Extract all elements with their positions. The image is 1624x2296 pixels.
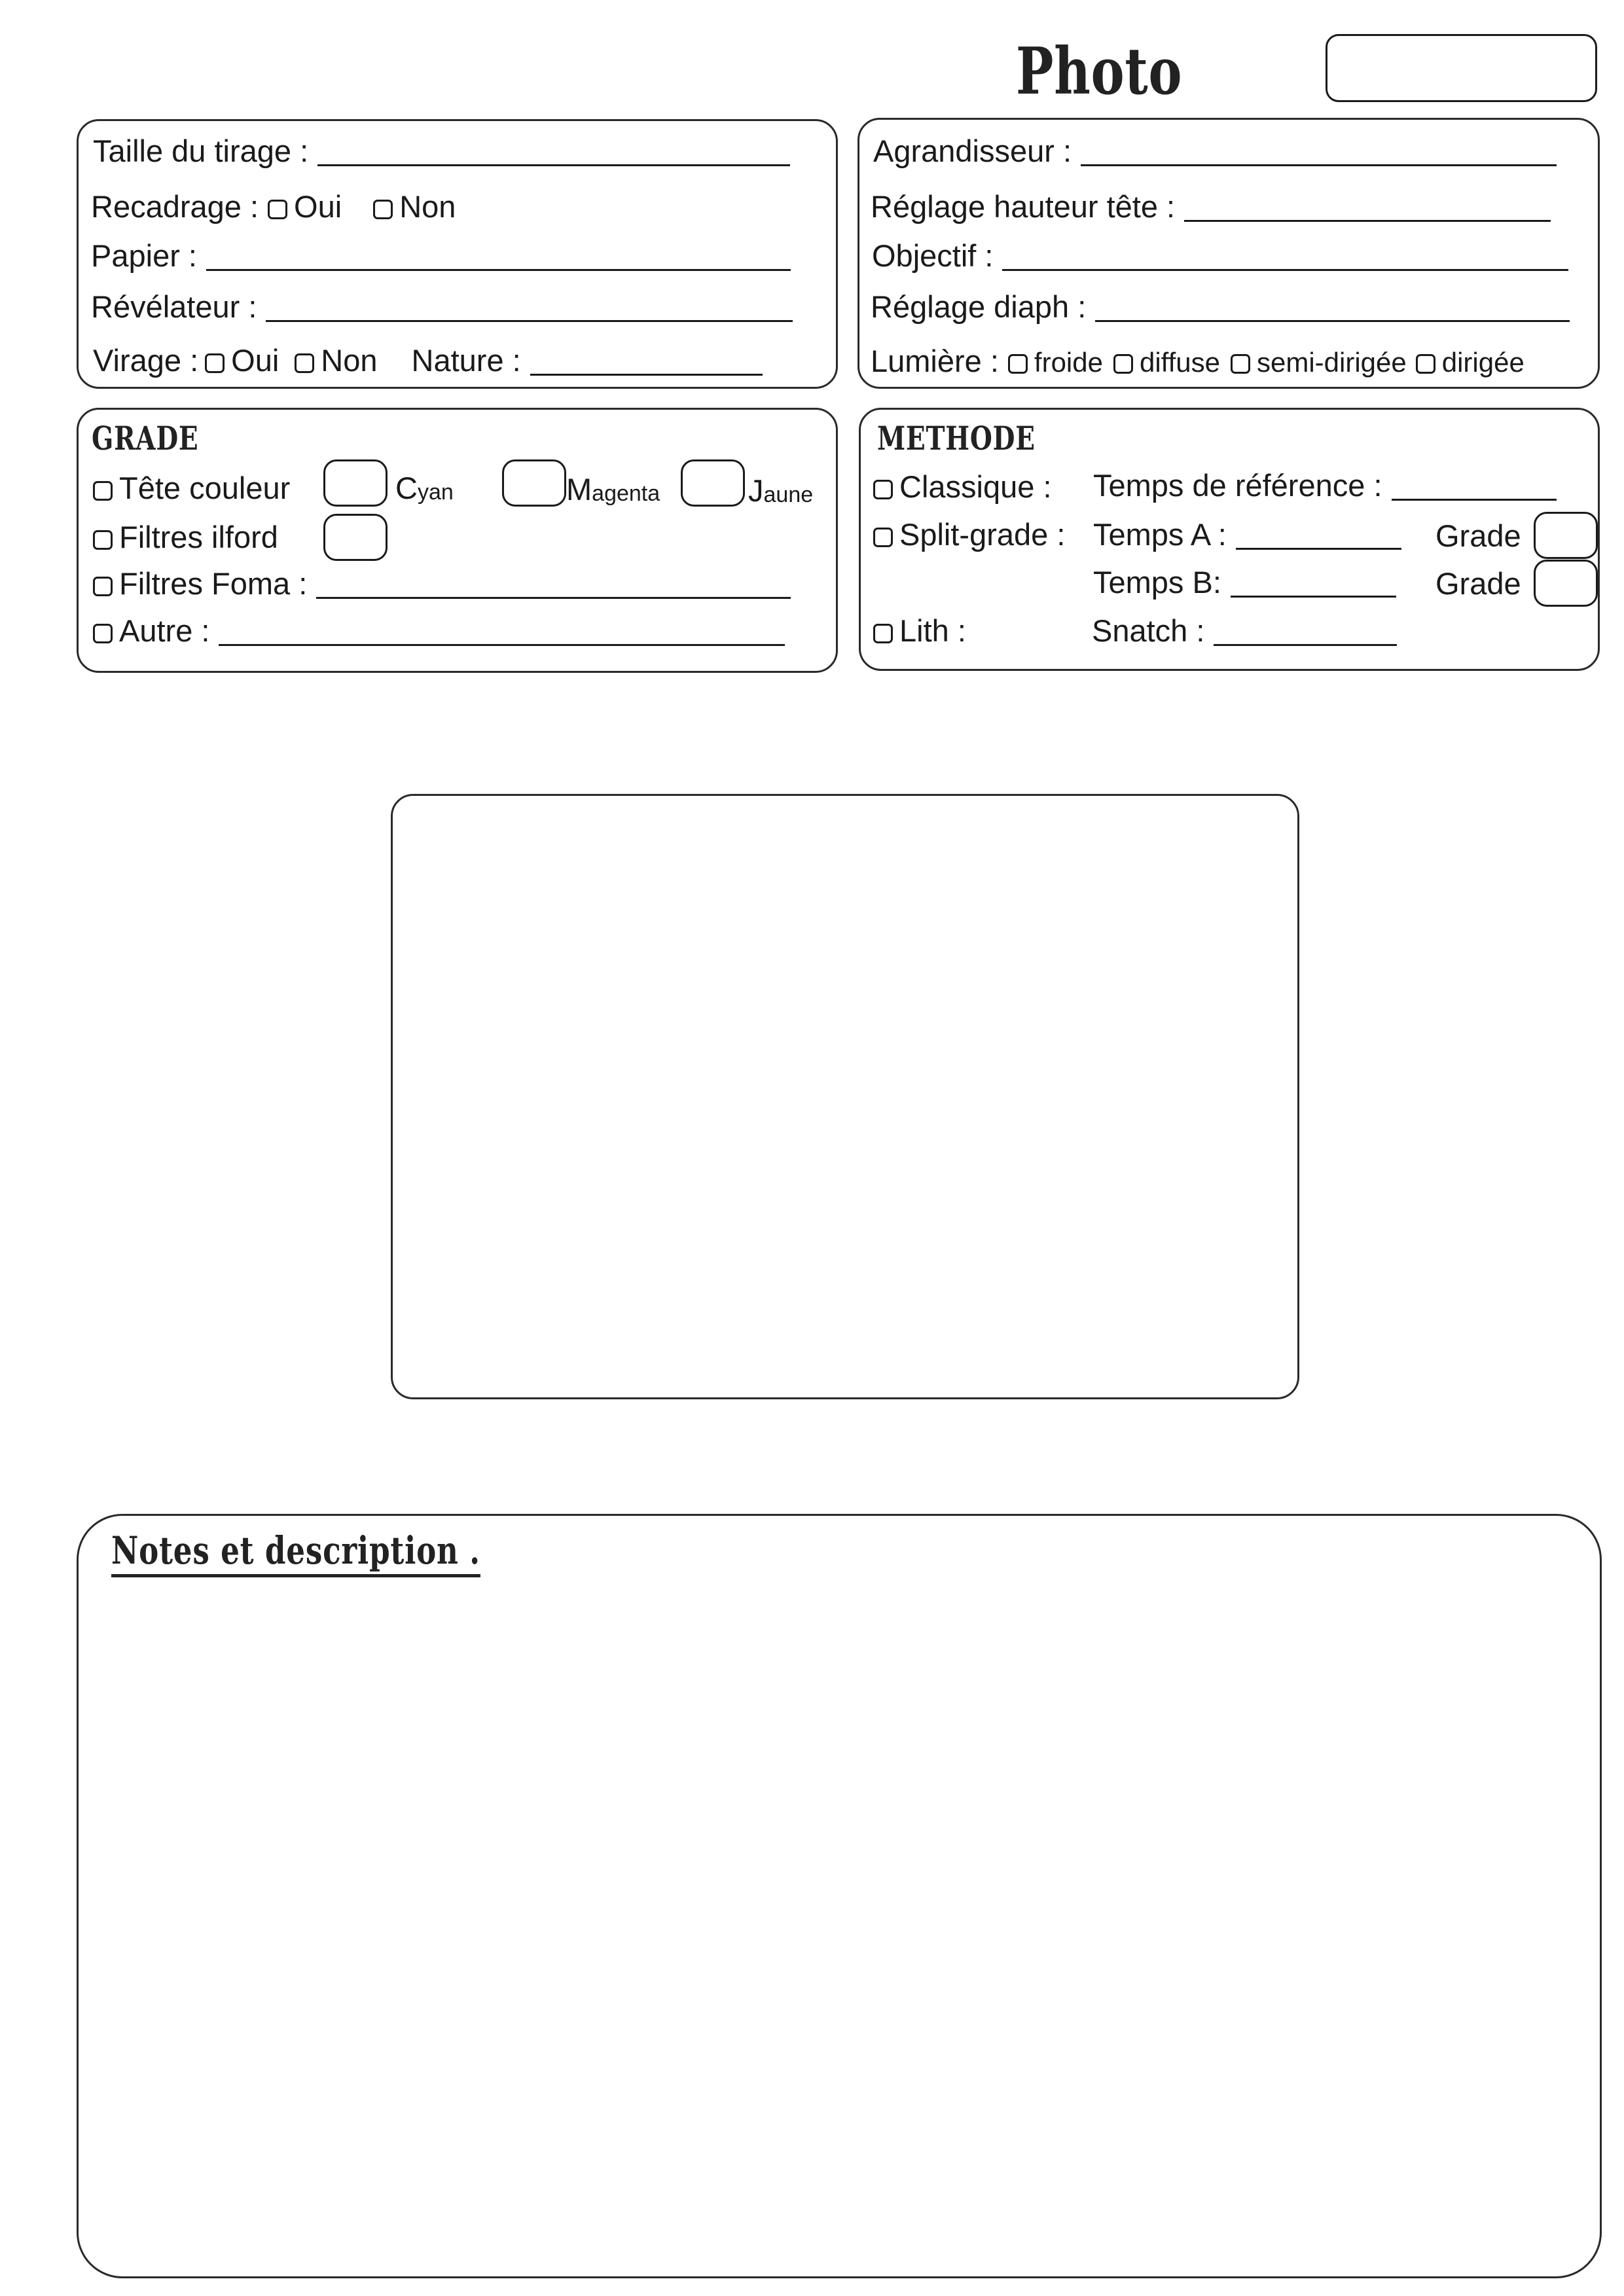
virage-label: Virage : (93, 343, 199, 378)
cyan-initial: C (395, 471, 418, 505)
tete-couleur-label: Tête couleur (119, 471, 291, 505)
autre-row (93, 615, 785, 646)
papier-row (91, 240, 791, 271)
cyan-field[interactable] (323, 459, 388, 507)
tete-couleur-checkbox[interactable] (93, 481, 113, 501)
hauteur-field[interactable] (1184, 194, 1551, 222)
grade-a-label: Grade (1435, 518, 1521, 553)
filtres-foma-row (93, 568, 791, 599)
autre-checkbox[interactable] (93, 624, 113, 643)
grade-b-label: Grade (1435, 566, 1521, 601)
temps-b-label: Temps B: (1093, 565, 1221, 600)
snatch-field[interactable] (1214, 618, 1397, 646)
revelateur-label: Révélateur : (91, 289, 257, 324)
jaune-label (748, 475, 813, 506)
autre-field[interactable] (219, 618, 785, 646)
diaph-row (871, 291, 1570, 322)
lumiere-diffuse-checkbox[interactable] (1113, 354, 1133, 374)
snatch-row (1092, 615, 1397, 646)
magenta-initial: M (566, 472, 592, 507)
nature-field[interactable] (530, 348, 763, 376)
filtres-ilford-label: Filtres ilford (119, 520, 278, 554)
methode-title: METHODE (877, 419, 1036, 457)
split-grade-checkbox[interactable] (873, 528, 893, 547)
filtres-ilford-checkbox[interactable] (93, 530, 113, 550)
virage-oui-label: Oui (231, 343, 280, 378)
magenta-rest: agenta (592, 481, 660, 506)
papier-field[interactable] (206, 243, 791, 271)
classique-row (873, 471, 1052, 502)
page-title: Photo (1016, 34, 1183, 109)
jaune-initial: J (748, 473, 764, 508)
temps-a-label: Temps A : (1093, 517, 1227, 552)
lumiere-row (871, 346, 1525, 376)
filtres-foma-checkbox[interactable] (93, 577, 113, 596)
jaune-field[interactable] (681, 459, 745, 507)
temps-reference-field[interactable] (1392, 473, 1557, 501)
lumiere-dirigee-label: dirigée (1441, 347, 1525, 378)
photo-number-field[interactable] (1326, 34, 1597, 102)
temps-a-field[interactable] (1236, 522, 1401, 550)
grade-a-field[interactable] (1534, 512, 1598, 559)
temps-b-row (1093, 567, 1396, 598)
lith-row (873, 615, 966, 646)
recadrage-oui-checkbox[interactable] (268, 200, 287, 219)
grade-title: GRADE (92, 419, 199, 457)
virage-non-checkbox[interactable] (295, 353, 314, 373)
lith-label: Lith : (899, 613, 966, 648)
classique-checkbox[interactable] (873, 480, 893, 499)
magenta-field[interactable] (502, 459, 566, 507)
nature-label: Nature : (411, 343, 521, 378)
recadrage-non-checkbox[interactable] (373, 200, 393, 219)
taille-label: Taille du tirage : (93, 134, 309, 168)
classique-label: Classique : (899, 469, 1052, 504)
lith-checkbox[interactable] (873, 624, 893, 643)
lumiere-diffuse-label: diffuse (1139, 347, 1220, 378)
virage-row (93, 345, 763, 376)
diaph-label: Réglage diaph : (871, 289, 1087, 324)
filtres-ilford-row (93, 522, 278, 552)
recadrage-non-label: Non (399, 189, 456, 224)
recadrage-row (91, 191, 456, 222)
temps-a-row (1093, 519, 1401, 550)
taille-field[interactable] (317, 138, 790, 166)
lumiere-froide-checkbox[interactable] (1008, 354, 1028, 374)
agrandisseur-label: Agrandisseur : (873, 134, 1072, 168)
filtres-foma-label: Filtres Foma : (119, 566, 308, 601)
objectif-field[interactable] (1002, 243, 1568, 271)
taille-row (93, 135, 790, 166)
tete-couleur-row (93, 473, 290, 503)
autre-label: Autre : (119, 613, 210, 648)
recadrage-label: Recadrage : (91, 189, 259, 224)
agrandisseur-row (873, 135, 1557, 166)
papier-label: Papier : (91, 238, 197, 273)
virage-oui-checkbox[interactable] (205, 353, 225, 373)
objectif-row (872, 240, 1568, 271)
objectif-label: Objectif : (872, 238, 994, 273)
filtres-ilford-field[interactable] (323, 514, 388, 561)
revelateur-field[interactable] (266, 294, 793, 322)
grade-b-row (1435, 568, 1521, 599)
temps-reference-row (1093, 470, 1557, 501)
notes-title: Notes et description . (111, 1528, 609, 1581)
diaph-field[interactable] (1095, 294, 1570, 322)
photo-frame[interactable] (391, 794, 1299, 1399)
magenta-label (566, 474, 660, 505)
grade-a-row (1435, 520, 1521, 551)
revelateur-row (91, 291, 793, 322)
temps-b-field[interactable] (1231, 569, 1396, 598)
cyan-label (395, 473, 454, 503)
agrandisseur-field[interactable] (1081, 138, 1557, 166)
notes-panel[interactable] (77, 1514, 1602, 2278)
hauteur-row (871, 191, 1551, 222)
virage-non-label: Non (321, 343, 378, 378)
snatch-label: Snatch : (1092, 613, 1205, 648)
filtres-foma-field[interactable] (316, 571, 791, 599)
hauteur-label: Réglage hauteur tête : (871, 189, 1176, 224)
lumiere-label: Lumière : (871, 344, 999, 378)
lumiere-dirigee-checkbox[interactable] (1416, 354, 1435, 374)
temps-reference-label: Temps de référence : (1093, 468, 1382, 503)
lumiere-semi-dirigee-label: semi-dirigée (1256, 347, 1407, 378)
split-grade-label: Split-grade : (899, 517, 1066, 552)
jaune-rest: aune (763, 482, 814, 507)
split-grade-row (873, 519, 1065, 550)
lumiere-semi-dirigee-checkbox[interactable] (1231, 354, 1250, 374)
lumiere-froide-label: froide (1034, 347, 1103, 378)
grade-b-field[interactable] (1534, 560, 1598, 607)
recadrage-oui-label: Oui (294, 189, 342, 224)
cyan-rest: yan (417, 480, 454, 505)
